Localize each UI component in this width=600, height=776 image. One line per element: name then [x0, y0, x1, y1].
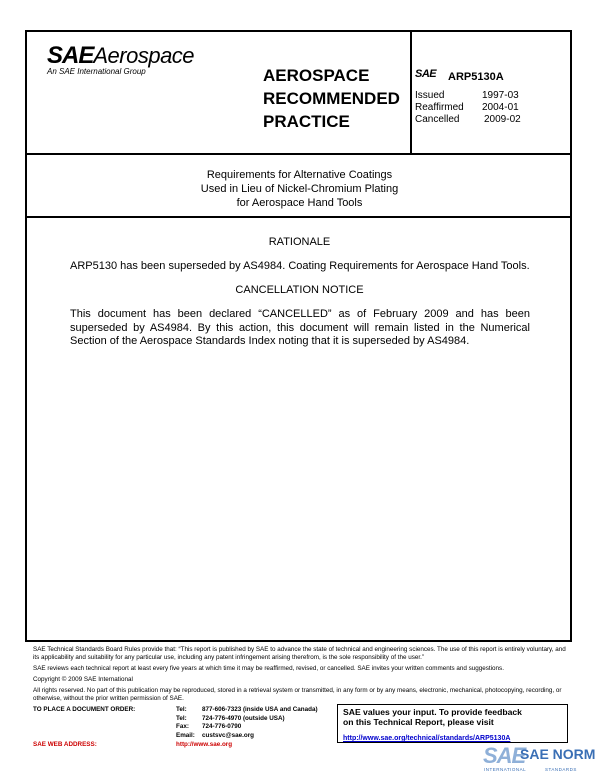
date-row	[415, 90, 521, 102]
watermark-sub-right: STANDARDS	[545, 767, 577, 772]
sae-aerospace-logo	[47, 42, 194, 70]
document-title	[27, 168, 572, 210]
document-dates	[415, 90, 521, 126]
cancellation-text: This document has been declared “CANCELLED” as of February 2009 and has been superseded by AS4984. By this action, this document will remain listed in the Numerical Section of the Aerospace Standards Index noting that it is superseded by AS4984.	[70, 308, 530, 347]
date-value: 2004-01	[482, 102, 519, 113]
cancellation-heading: CANCELLATION NOTICE	[235, 284, 364, 296]
date-label: Reaffirmed	[415, 102, 464, 113]
review-text: SAE reviews each technical report at least every five years at which time it may be reaffirmed, revised, or cancelled. SAE invites your written comments and suggestions.	[33, 665, 504, 672]
title-line: for Aerospace Hand Tools	[236, 197, 363, 209]
header-divider	[25, 153, 572, 155]
document-type	[263, 64, 400, 133]
contact-list	[176, 706, 318, 740]
contact-row	[176, 723, 318, 732]
order-label: TO PLACE A DOCUMENT ORDER:	[33, 706, 136, 713]
contact-value: 724-776-4970 (outside USA)	[202, 714, 285, 722]
feedback-line: on this Technical Report, please visit	[343, 717, 494, 727]
logo-tagline: An SAE International Group	[47, 67, 146, 76]
logo-aerospace-text: Aerospace	[93, 43, 195, 68]
title-divider	[25, 216, 572, 218]
document-number: ARP5130A	[448, 71, 504, 83]
feedback-box	[337, 704, 568, 743]
contact-row	[176, 715, 318, 724]
board-rules-text: SAE Technical Standards Board Rules provide that: “This report is published by SAE to advance the state of technical and engineering sciences. The use of this report is entirely voluntary, and its applicability and suitability for any particular use, including any patent infringement arising therefrom, is the sole responsibility of the user.”	[33, 646, 566, 661]
date-label: Cancelled	[415, 114, 460, 125]
web-address-label: SAE WEB ADDRESS:	[33, 741, 97, 748]
contact-row	[176, 732, 318, 741]
copyright-text: Copyright © 2009 SAE International	[33, 676, 133, 683]
sae-norm-watermark-text: SAE NORM	[520, 746, 596, 762]
title-line: Requirements for Alternative Coatings	[206, 169, 393, 181]
contact-label: Tel:	[176, 706, 187, 713]
date-value: 2009-02	[484, 114, 521, 125]
rationale-heading: RATIONALE	[268, 236, 331, 248]
contact-row	[176, 706, 318, 715]
sae-norm-watermark-logo: SAE	[483, 743, 526, 768]
doc-type-line: PRACTICE	[263, 112, 350, 131]
date-row	[415, 102, 521, 114]
rights-text: All rights reserved. No part of this publication may be reproduced, stored in a retrieval system or transmitted, in any form or by any means, electronic, mechanical, photocopying, recording, or otherwise, without the prior written permission of SAE.	[33, 687, 562, 702]
watermark-sub-left: INTERNATIONAL	[484, 767, 527, 772]
date-label: Issued	[415, 90, 445, 101]
date-row	[415, 114, 521, 126]
doc-type-line: AEROSPACE	[263, 66, 370, 85]
header-column-divider	[410, 30, 412, 154]
contact-value: custsvc@sae.org	[202, 731, 254, 739]
small-sae-logo: SAE	[415, 68, 437, 80]
contact-value: 724-776-0790	[202, 723, 242, 730]
title-line: Used in Lieu of Nickel-Chromium Plating	[200, 183, 399, 195]
rationale-text: ARP5130 has been superseded by AS4984. Coating Requirements for Aerospace Hand Tools.	[70, 260, 530, 272]
feedback-line: SAE values your input. To provide feedback	[343, 707, 522, 717]
contact-label: Fax:	[176, 723, 189, 730]
doc-type-line: RECOMMENDED	[263, 89, 400, 108]
contact-label: Email:	[176, 731, 195, 739]
web-address-link[interactable]: http://www.sae.org	[176, 741, 233, 748]
contact-value: 877-606-7323 (inside USA and Canada)	[202, 706, 318, 713]
logo-sae-text: SAE	[47, 42, 94, 69]
feedback-link[interactable]: http://www.sae.org/technical/standards/ARP5130A	[343, 735, 511, 742]
date-value: 1997-03	[482, 90, 519, 101]
contact-label: Tel:	[176, 714, 187, 722]
